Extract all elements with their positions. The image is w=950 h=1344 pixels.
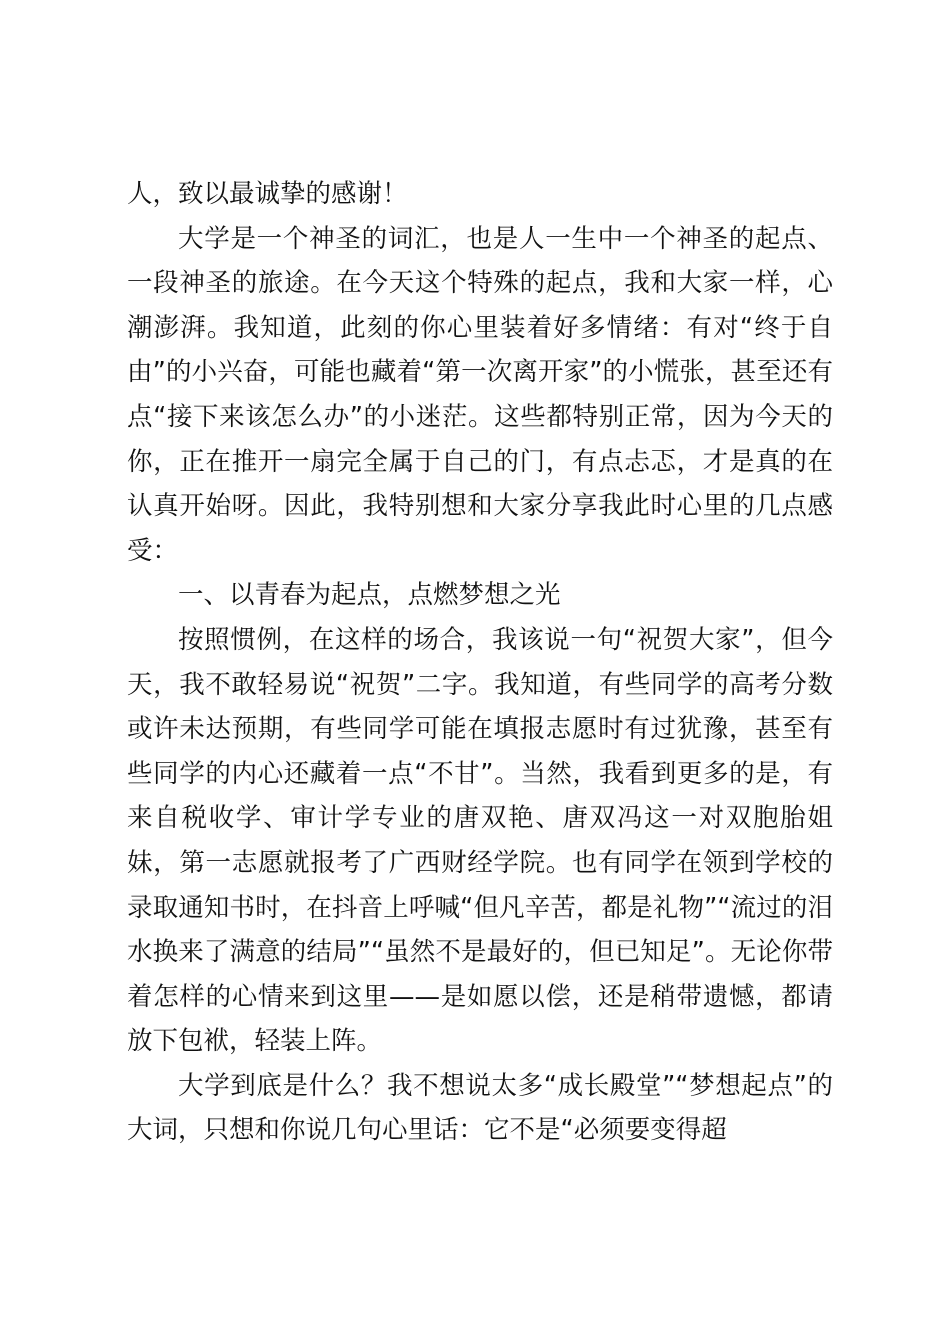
paragraph-congratulations: 按照惯例，在这样的场合，我该说一句“祝贺大家”，但今天，我不敢轻易说“祝贺”二字。我知道，有些同学的高考分数或许未达预期，有些同学可能在填报志愿时有过犹豫，甚至有些同学的内心还藏着一点“不甘”。当然，我看到更多的是，有来自税收学、审计学专业的唐双艳、唐双冯这一对双胞胎姐妹，第一志愿就报考了广西财经学院。也有同学在领到学校的录取通知书时，在抖音上呼喊“但凡辛苦，都是礼物”“流过的泪水换来了满意的结局”“虽然不是最好的，但已知足”。无论你带着怎样的心情来到这里——是如愿以偿，还是稍带遗憾，都请放下包袱，轻装上阵。 (127, 624, 833, 1057)
paragraph-closing-thanks: 人，致以最诚挚的感谢！ (127, 179, 408, 209)
paragraph-what-is-university: 大学到底是什么？我不想说太多“成长殿堂”“梦想起点”的大词，只想和你说几句心里话：它不是“必须要变得超 (127, 1070, 833, 1146)
speech-text (127, 172, 833, 1153)
section-heading: 一、以青春为起点，点燃梦想之光 (178, 580, 561, 611)
paragraph-university-meaning: 大学是一个神圣的词汇，也是人一生中一个神圣的起点、一段神圣的旅途。在今天这个特殊的起点，我和大家一样，心潮澎湃。我知道，此刻的你心里装着好多情绪：有对“终于自由”的小兴奋，可能也藏着“第一次离开家”的小慌张，甚至还有点“接下来该怎么办”的小迷茫。这些都特别正常，因为今天的你，正在推开一扇完全属于自己的门，有点忐忑，才是真的在认真开始呀。因此，我特别想和大家分享我此时心里的几点感受： (127, 223, 833, 566)
